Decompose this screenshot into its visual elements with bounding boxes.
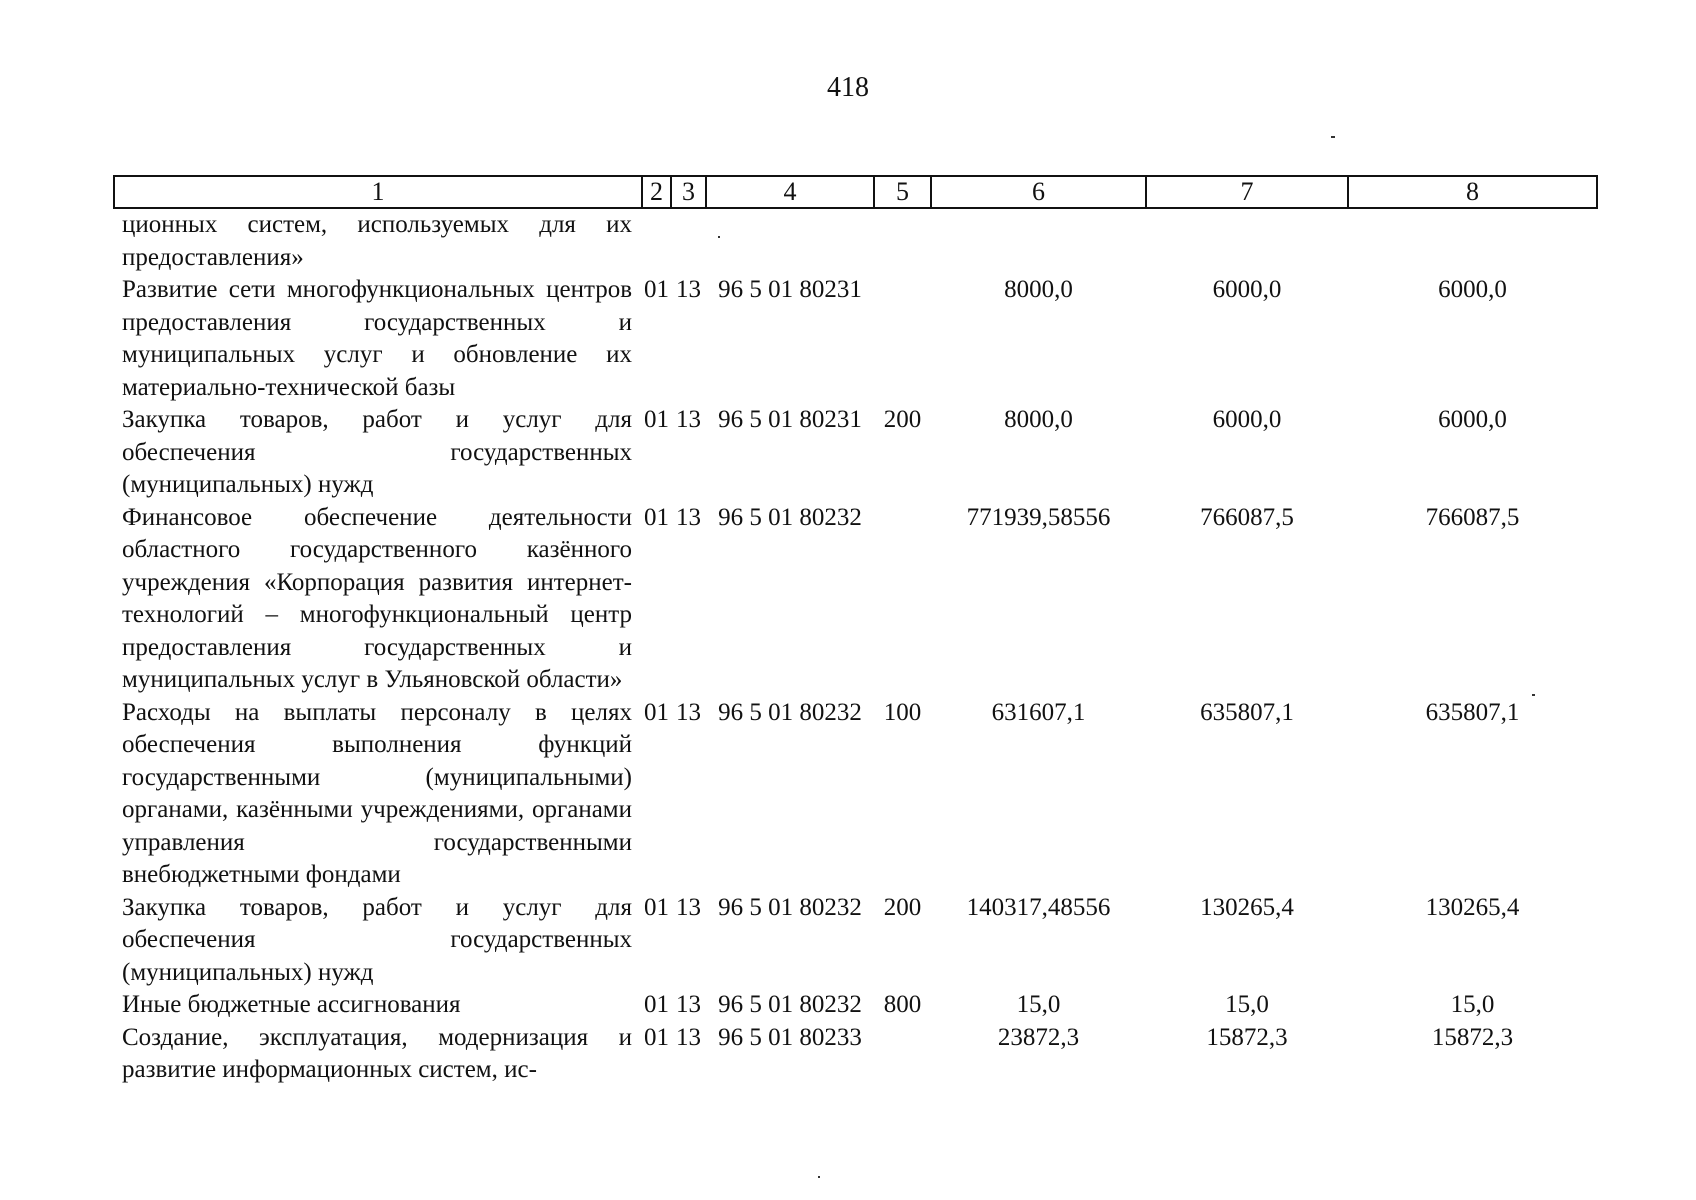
row-amount-col6: 23872,3 [997,1023,1080,1051]
row-expense-type: 200 [883,893,922,921]
row-subsection: 13 [676,893,701,921]
row-section: 01 [644,503,669,531]
row-amount-col8: 6000,0 [1438,276,1507,303]
budget-table [113,175,1598,1087]
column-header-6: 6 [931,176,1146,208]
table-row [114,208,1597,274]
row-target-article: 96 5 01 80231 [718,406,862,433]
row-subsection: 13 [676,503,701,531]
row-amount-col6: 8000,0 [1004,406,1073,433]
row-subsection: 13 [676,991,701,1018]
header-row [114,176,1597,208]
row-amount-col6: 631607,1 [991,698,1086,726]
row-amount-col6 [931,208,1146,274]
row-expense-type: 100 [883,698,922,726]
row-amount-col8: 6000,0 [1438,406,1507,433]
row-subsection [671,208,706,274]
row-name: Расходы на выплаты персоналу в целях обеспечения выполнения функций государственными (муниципальными) органами, казёнными учреждениями, органами управления государственными внебюджетными фондами [122,698,632,888]
row-target-article: 96 5 01 80231 [718,276,862,303]
row-amount-col6: 15,0 [1016,991,1061,1018]
row-expense-type: 200 [883,406,922,433]
table-row [114,697,1597,892]
row-subsection: 13 [676,406,701,433]
scan-speck [818,1176,820,1178]
row-target-article [706,208,874,274]
table-row [114,274,1597,404]
scan-speck [718,236,720,238]
column-header-4: 4 [706,176,874,208]
row-amount-col8: 15,0 [1450,991,1495,1018]
table-row [114,502,1597,697]
row-amount-col7: 6000,0 [1212,276,1282,303]
row-name: ционных систем, используемых для их предоставления» [122,211,632,271]
row-amount-col7: 766087,5 [1200,503,1294,531]
row-target-article: 96 5 01 80232 [718,893,862,921]
row-amount-col8 [1348,208,1597,274]
table-header [114,176,1597,208]
column-header-7: 7 [1146,176,1348,208]
row-amount-col7: 635807,1 [1200,698,1294,726]
row-amount-col7: 6000,0 [1212,406,1282,433]
scan-speck [1532,694,1535,696]
row-amount-col7 [1146,208,1348,274]
row-name: Развитие сети многофункциональных центров предоставления государственных и муниципальных услуг и обновление их материально-технической базы [122,276,632,401]
column-header-8: 8 [1348,176,1597,208]
row-target-article: 96 5 01 80232 [718,991,862,1018]
row-amount-col8: 130265,4 [1425,893,1520,921]
row-section: 01 [644,1023,669,1051]
row-amount-col6: 8000,0 [1004,276,1073,303]
scan-speck [1331,136,1335,138]
row-expense-type [874,502,931,697]
row-amount-col6: 140317,48556 [966,893,1111,921]
row-amount-col7: 15,0 [1225,991,1269,1018]
row-amount-col6: 771939,58556 [966,503,1111,531]
row-name: Закупка товаров, работ и услуг для обеспечения государственных (муниципальных) нужд [122,406,632,498]
column-header-3: 3 [671,176,706,208]
row-subsection: 13 [676,276,701,303]
row-expense-type [874,208,931,274]
column-header-2: 2 [642,176,671,208]
row-target-article: 96 5 01 80232 [718,698,862,726]
row-expense-type [874,1022,931,1087]
column-header-5: 5 [874,176,931,208]
row-section [642,208,671,274]
row-section: 01 [644,276,669,303]
row-amount-col7: 130265,4 [1200,893,1294,921]
row-name: Финансовое обеспечение деятельности областного государственного казённого учреждения «Корпорация развития интернет-технологий – многофункциональный центр предоставления государственных и муниципальных услуг в Ульяновской области» [122,503,632,693]
table-row [114,404,1597,502]
row-name: Закупка товаров, работ и услуг для обеспечения государственных (муниципальных) нужд [122,893,632,986]
table-row [114,892,1597,990]
row-subsection: 13 [676,1023,701,1051]
row-amount-col8: 635807,1 [1425,698,1520,726]
table-row [114,1022,1597,1087]
row-amount-col8: 15872,3 [1431,1023,1514,1051]
row-expense-type: 800 [883,991,922,1018]
row-amount-col7: 15872,3 [1206,1023,1288,1051]
row-amount-col8: 766087,5 [1425,503,1520,531]
row-name: Иные бюджетные ассигнования [122,991,461,1018]
row-section: 01 [644,991,669,1018]
table-row [114,989,1597,1022]
row-expense-type [874,274,931,404]
page-number: 418 [827,72,869,103]
row-section: 01 [644,893,669,921]
row-name: Создание, эксплуатация, модернизация и развитие информационных систем, ис- [122,1023,632,1083]
row-target-article: 96 5 01 80233 [718,1023,862,1051]
column-header-1: 1 [114,176,642,208]
row-subsection: 13 [676,698,701,726]
row-target-article: 96 5 01 80232 [718,503,862,531]
table-body [114,208,1597,1087]
row-section: 01 [644,406,669,433]
row-section: 01 [644,698,669,726]
